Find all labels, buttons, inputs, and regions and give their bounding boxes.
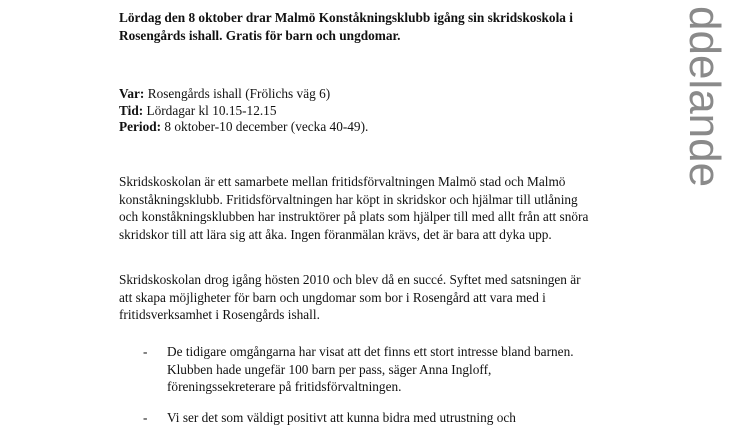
- fact-period-value: 8 oktober-10 december (vecka 40-49).: [164, 119, 369, 134]
- bullet-text: De tidigare omgångarna har visat att det finns ett stort intresse bland barnen. Klubben hade ungefär 100 barn per pass, säger Anna Ingloff, föreningssekreterare på fritidsförvaltningen.: [167, 344, 574, 394]
- event-facts: [119, 86, 589, 136]
- fact-location: [119, 86, 589, 103]
- bullet-text: Vi ser det som väldigt positivt att kunna bidra med utrustning och: [167, 410, 516, 425]
- body-paragraph: Skridskoskolan drog igång hösten 2010 och blev då en succé. Syftet med satsningen är att skapa möjligheter för barn och ungdomar som bor i Rosengård att vara med i fritidsverksamhet i Rosengårds ishall.: [119, 272, 581, 322]
- fact-location-label: Var:: [119, 86, 145, 101]
- side-title-graphic: [628, 2, 729, 232]
- bullet-dash: -: [143, 410, 148, 425]
- fact-location-value: Rosengårds ishall (Frölichs väg 6): [147, 86, 331, 101]
- press-release-heading: Lördag den 8 oktober drar Malmö Konståkningsklubb igång sin skridskoskola i Rosengårds ishall. Gratis för barn och ungdomar.: [119, 10, 573, 43]
- fact-time-value: Lördagar kl 10.15-12.15: [146, 102, 277, 118]
- body-paragraph: Skridskoskolan är ett samarbete mellan fritidsförvaltningen Malmö stad och Malmö konståkningsklubb. Fritidsförvaltningen har köpt in skridskor och hjälmar till utlåning och konståkningsklubben har instruktörer på plats som hjälper till med allt från att snöra skridskor till att lära sig att åka. Ingen föranmälan krävs, det är bara att dyka upp.: [119, 174, 589, 242]
- side-title-text: ddelande: [680, 6, 729, 188]
- fact-period: [119, 119, 589, 136]
- fact-time: [119, 103, 589, 120]
- fact-time-label: Tid:: [119, 102, 144, 118]
- quote-bullet: [119, 343, 589, 396]
- fact-period-label: Period:: [119, 119, 162, 134]
- side-title: [628, 2, 729, 232]
- bullet-dash: -: [143, 344, 148, 359]
- quote-bullet: [119, 409, 589, 427]
